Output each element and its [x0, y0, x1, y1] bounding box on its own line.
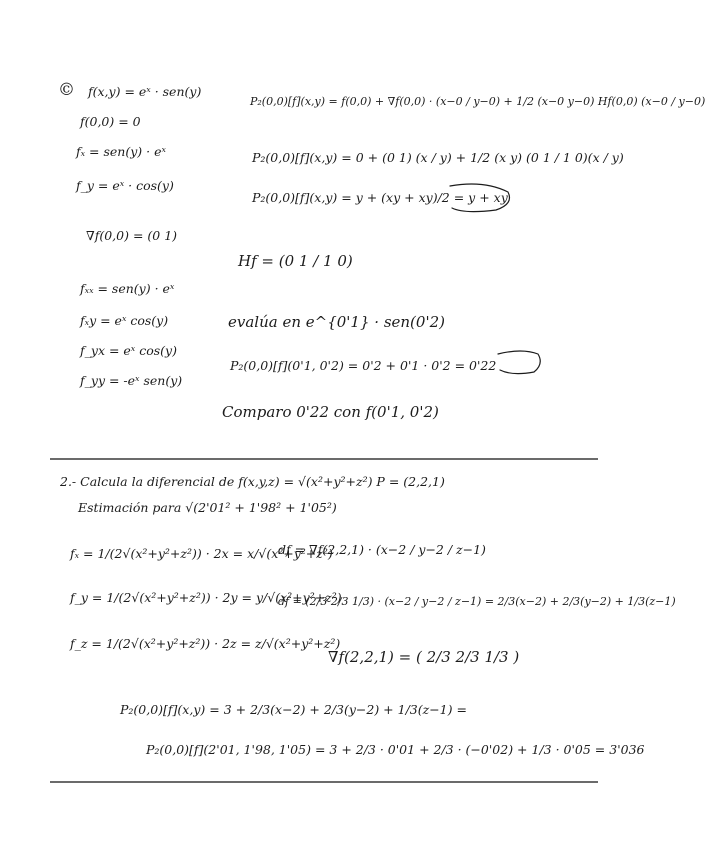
function-definition: f(x,y) = eˣ · sen(y) — [88, 84, 202, 99]
result-circle-2 — [494, 348, 544, 378]
partial-fyy: f_yy = -eˣ sen(y) — [80, 373, 183, 388]
f-at-origin: f(0,0) = 0 — [80, 114, 141, 129]
estimation-target: Estimación para √(2'01² + 1'98² + 1'05²) — [78, 500, 337, 515]
differential-definition: df = ∇f(2,2,1) · (x−2 / y−2 / z−1) — [278, 542, 486, 557]
approximation-evaluated: P₂(0,0)[f](2'01, 1'98, 1'05) = 3 + 2/3 · 0'01 + 2/3 · (−0'02) + 1/3 · 0'05 = 3'036 — [146, 742, 645, 757]
partial-fxx: fₓₓ = sen(y) · eˣ — [80, 281, 175, 296]
partial-fyx: f_yx = eˣ cos(y) — [80, 343, 177, 358]
partial-fx: fₓ = sen(y) · eˣ — [76, 144, 166, 159]
exercise-2-title: 2.- Calcula la diferencial de f(x,y,z) = √(x²+y²+z²) P = (2,2,1) — [60, 474, 445, 489]
partial-fy: f_y = eˣ · cos(y) — [76, 178, 174, 193]
linear-approximation: P₂(0,0)[f](x,y) = 3 + 2/3(x−2) + 2/3(y−2) + 1/3(z−1) = — [120, 702, 467, 717]
taylor-evaluated: P₂(0,0)[f](0'1, 0'2) = 0'2 + 0'1 · 0'2 = 0'22 — [230, 358, 497, 373]
partial-fy-3d: f_y = 1/(2√(x²+y²+z²)) · 2y = y/√(x²+y²+z²) — [70, 590, 342, 605]
section-divider-top — [50, 458, 598, 460]
compare-note: Comparo 0'22 con f(0'1, 0'2) — [222, 403, 439, 421]
taylor-result: P₂(0,0)[f](x,y) = y + (xy + xy)/2 = y + xy — [252, 190, 508, 205]
section-divider-bottom — [50, 781, 598, 783]
taylor-definition: P₂(0,0)[f](x,y) = f(0,0) + ∇f(0,0) · (x−0 / y−0) + 1/2 (x−0 y−0) Hf(0,0) (x−0 / y−0) — [250, 95, 705, 108]
partial-fxy: fₓy = eˣ cos(y) — [80, 313, 169, 328]
taylor-substituted: P₂(0,0)[f](x,y) = 0 + (0 1) (x / y) + 1/2 (x y) (0 1 / 1 0)(x / y) — [252, 150, 624, 165]
partial-fx-3d: fₓ = 1/(2√(x²+y²+z²)) · 2x = x/√(x²+y²+z²) — [70, 546, 333, 561]
partial-fz-3d: f_z = 1/(2√(x²+y²+z²)) · 2z = z/√(x²+y²+z²) — [70, 636, 341, 651]
gradient-origin: ∇f(0,0) = (0 1) — [86, 228, 178, 243]
hessian-matrix: Hf = (0 1 / 1 0) — [238, 252, 353, 270]
evaluate-note: evalúa en e^{0'1} · sen(0'2) — [228, 313, 445, 331]
section-1-marker: © — [58, 80, 75, 100]
gradient-at-p: ∇f(2,2,1) = ( 2/3 2/3 1/3 ) — [328, 648, 520, 666]
result-circle-1 — [444, 182, 514, 214]
differential-expanded: df = (2/3 2/3 1/3) · (x−2 / y−2 / z−1) = 2/3(x−2) + 2/3(y−2) + 1/3(z−1) — [278, 595, 676, 608]
